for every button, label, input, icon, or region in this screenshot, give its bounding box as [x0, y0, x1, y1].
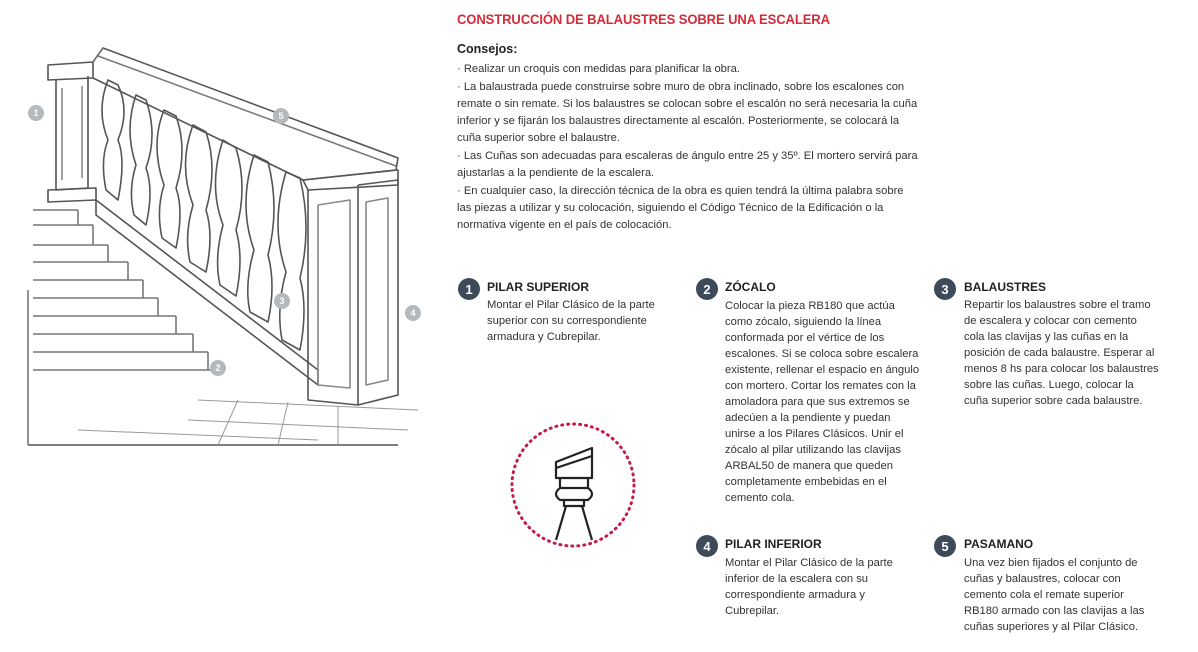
step-1-title: PILAR SUPERIOR	[487, 280, 590, 294]
step-1-text: Montar el Pilar Clásico de la parte superior con su correspondiente armadura y Cubrepilar.	[487, 299, 655, 343]
step-5-badge: 5	[934, 535, 956, 557]
illustration-marker-3: 3	[274, 293, 290, 309]
step-4-text: Montar el Pilar Clásico de la parte inferior de la escalera con su correspondiente armadura y Cubrepilar.	[725, 557, 893, 617]
illustration-marker-5: 5	[273, 108, 289, 124]
step-5-title: PASAMANO	[964, 537, 1034, 551]
step-2-title: ZÓCALO	[725, 280, 776, 294]
tips-heading: Consejos:	[457, 42, 518, 56]
tips-list	[457, 61, 919, 235]
tip-item: · Realizar un croquis con medidas para planificar la obra.	[457, 63, 740, 75]
step-5-text: Una vez bien fijados el conjunto de cuñas y balaustres, colocar con cemento cola el remate superior RB180 armado con las clavijas a las cuñas superiores y al Pilar Clásico.	[964, 557, 1145, 633]
step-1-badge: 1	[458, 278, 480, 300]
step-3-title: BALAUSTRES	[964, 280, 1047, 294]
illustration-marker-2: 2	[210, 360, 226, 376]
step-2-badge: 2	[696, 278, 718, 300]
illustration-marker-1: 1	[28, 105, 44, 121]
illustration-marker-4: 4	[405, 305, 421, 321]
step-4-badge: 4	[696, 535, 718, 557]
step-4-title: PILAR INFERIOR	[725, 537, 822, 551]
tip-item: · Las Cuñas son adecuadas para escaleras de ángulo entre 25 y 35º. El mortero servirá para ajustarlas a la pendiente de la escalera.	[457, 150, 918, 179]
step-3-badge: 3	[934, 278, 956, 300]
tip-item: · En cualquier caso, la dirección técnica de la obra es quien tendrá la última palabra sobre las piezas a utilizar y su colocación, siguiendo el Código Técnico de la Edificación o la normativa vigente en el país de colocación.	[457, 185, 904, 231]
tip-item: · La balaustrada puede construirse sobre muro de obra inclinado, sobre los escalones con remate o sin remate. Si los balaustres se colocan sobre el escalón no será necesaria la cuña inferior y se fijarán los balaustres directamente al escalón. Posteriormente, se colocará la cuña superior sobre el balaustre.	[457, 81, 918, 144]
page-title: CONSTRUCCIÓN DE BALAUSTRES SOBRE UNA ESCALERA	[457, 11, 830, 27]
baluster-detail-illustration	[508, 420, 638, 550]
staircase-illustration	[18, 40, 438, 455]
step-2-text: Colocar la pieza RB180 que actúa como zócalo, siguiendo la línea conformada por el vértice de los escalones. Si se coloca sobre escalera existente, rellenar el espacio en ángulo con mortero. Cortar los remates con la amoladora para que sus extremos se adecúen a la pendiente y puedan unirse a los Pilares Clásicos. Unir el zócalo al pilar utilizando las clavijas ARBAL50 de manera que queden completamente embebidas en el cemento cola.	[725, 300, 920, 504]
step-3-text: Repartir los balaustres sobre el tramo de escalera y colocar con cemento cola las clavijas y las cuñas en la posición de cada balaustre. Esperar al menos 8 hs para colocar los balaustres sobre las cuñas. Luego, colocar la cuña superior sobre cada balaustre.	[964, 299, 1159, 407]
